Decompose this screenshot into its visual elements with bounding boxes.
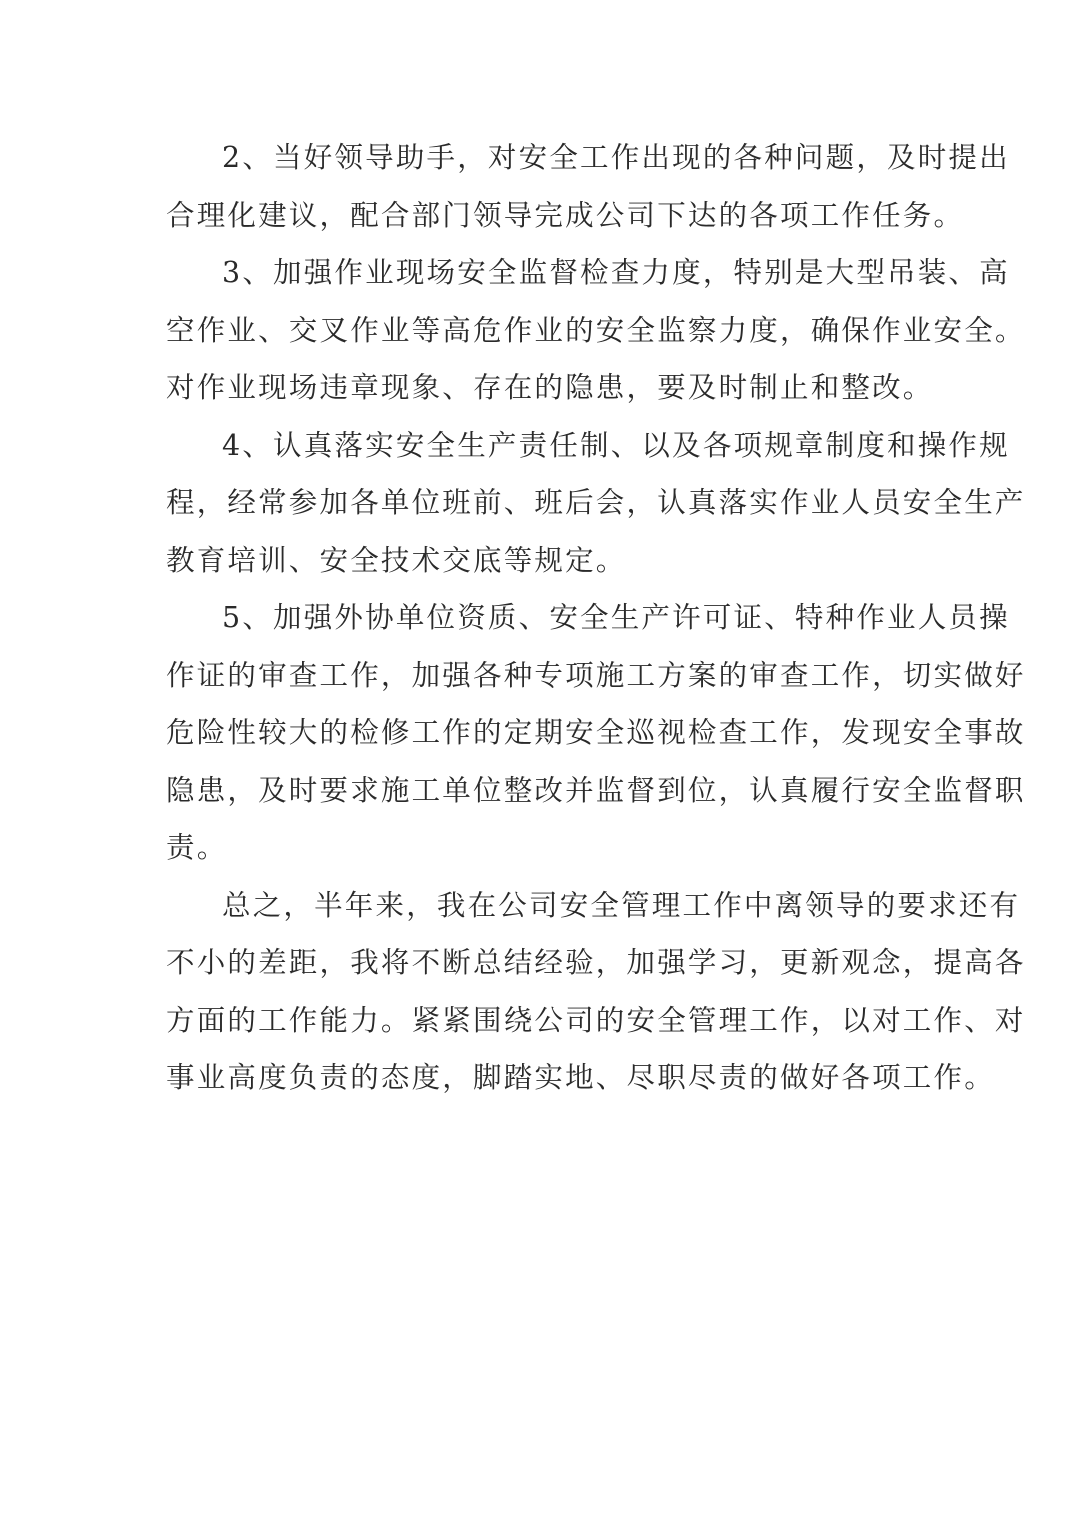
text-line: 3、加强作业现场安全监督检查力度，特别是大型吊装、高: [222, 256, 1010, 289]
text-line: 程，经常参加各单位班前、班后会，认真落实作业人员安全生产: [166, 486, 1026, 519]
paragraph-item-5: [166, 589, 1026, 877]
text-line: 作证的审查工作，加强各种专项施工方案的审查工作，切实做好: [166, 658, 1026, 692]
paragraph-item-2: [166, 129, 1010, 244]
text-line: 方面的工作能力。紧紧围绕公司的安全管理工作，以对工作、对: [166, 1003, 1026, 1037]
text-line: 教育培训、安全技术交底等规定。: [166, 543, 627, 577]
text-line: 不小的差距，我将不断总结经验，加强学习，更新观念，提高各: [166, 946, 1026, 979]
text-line: 对作业现场违章现象、存在的隐患，要及时制止和整改。: [166, 371, 934, 404]
text-line: 危险性较大的检修工作的定期安全巡视检查工作，发现安全事故: [166, 716, 1026, 749]
text-line: 合理化建议，配合部门领导完成公司下达的各项工作任务。: [166, 198, 965, 232]
paragraph-item-3: [166, 244, 1026, 417]
paragraph-summary: [166, 877, 1026, 1107]
text-line: 空作业、交叉作业等高危作业的安全监察力度，确保作业安全。: [166, 313, 1026, 347]
text-line: 隐患，及时要求施工单位整改并监督到位，认真履行安全监督职: [166, 773, 1026, 807]
text-line: 4、认真落实安全生产责任制、以及各项规章制度和操作规: [222, 428, 1010, 462]
paragraph-item-4: [166, 417, 1026, 590]
text-line: 事业高度负责的态度，脚踏实地、尽职尽责的做好各项工作。: [166, 1061, 995, 1094]
text-line: 5、加强外协单位资质、安全生产许可证、特种作业人员操: [222, 601, 1010, 634]
document-body: [166, 129, 1026, 1107]
text-line: 责。: [166, 831, 228, 864]
text-line: 2、当好领导助手，对安全工作出现的各种问题，及时提出: [222, 141, 1010, 174]
text-line: 总之，半年来，我在公司安全管理工作中离领导的要求还有: [222, 888, 1021, 922]
